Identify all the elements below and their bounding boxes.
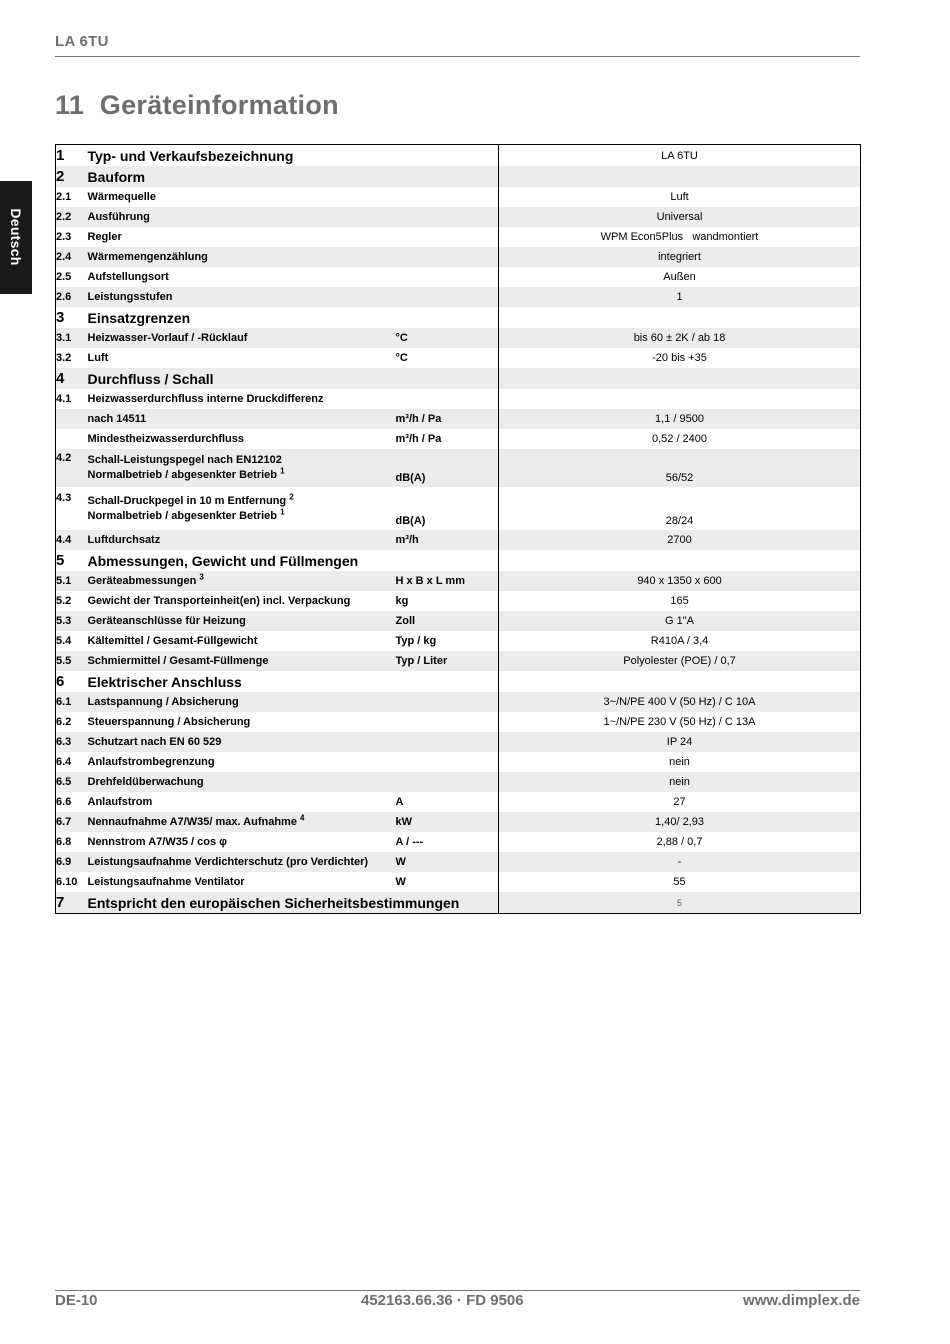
row-unit — [396, 267, 499, 287]
row-label: Durchfluss / Schall — [88, 368, 499, 389]
footnote-marker: 1 — [280, 466, 285, 476]
row-number: 2.5 — [56, 271, 72, 283]
row-value: bis 60 ± 2K / ab 18 — [499, 328, 861, 348]
row-label-line: Schall-Leistungspegel nach EN12102 — [87, 454, 282, 466]
row-unit: W — [396, 852, 499, 872]
row-label: Gewicht der Transporteinheit(en) incl. Verpackung — [87, 595, 351, 607]
table-row — [56, 409, 861, 429]
table-row — [56, 812, 861, 832]
row-unit — [396, 287, 499, 307]
row-unit — [396, 752, 499, 772]
row-unit — [396, 772, 499, 792]
row-number: 2.4 — [56, 247, 88, 267]
row-unit — [396, 207, 499, 227]
row-number: 7 — [56, 892, 88, 914]
table-row — [56, 712, 861, 732]
row-unit: m³/h / Pa — [396, 409, 499, 429]
row-value — [499, 389, 861, 409]
row-value — [499, 550, 861, 571]
row-number: 1 — [56, 147, 65, 164]
table-row — [56, 892, 861, 914]
row-number: 3 — [56, 309, 65, 326]
website-url: www.dimplex.de — [743, 1292, 860, 1309]
row-label: Wärmemengenzählung — [88, 247, 396, 267]
row-unit: Zoll — [396, 611, 499, 631]
row-value: Polyolester (POE) / 0,7 — [499, 651, 861, 671]
row-number: 3.1 — [56, 328, 88, 348]
row-label-line — [87, 491, 396, 509]
row-label: Typ- und Verkaufsbezeichnung — [87, 147, 294, 164]
row-value: 1,1 / 9500 — [499, 409, 861, 429]
row-value: nein — [499, 772, 861, 792]
row-value: LA 6TU — [499, 145, 861, 167]
row-unit — [396, 692, 499, 712]
row-label: Wärmequelle — [87, 191, 156, 203]
row-value: 1,40/ 2,93 — [499, 812, 861, 832]
row-label: Anlaufstrombegrenzung — [87, 756, 215, 768]
row-value: IP 24 — [499, 732, 861, 752]
table-row — [56, 247, 861, 267]
row-unit: kW — [396, 812, 499, 832]
row-unit: Typ / kg — [395, 635, 437, 647]
row-number — [56, 429, 88, 449]
row-number: 5.4 — [56, 635, 72, 647]
row-value: WPM Econ5Plus wandmontiert — [499, 227, 861, 247]
row-number: 5.5 — [56, 651, 88, 671]
row-unit: m³/h / Pa — [395, 433, 442, 445]
chapter-number: 11 — [55, 90, 85, 120]
row-label: Regler — [87, 231, 122, 243]
row-value: 2,88 / 0,7 — [499, 832, 861, 852]
row-value: 1~/N/PE 230 V (50 Hz) / C 13A — [499, 712, 861, 732]
row-unit: Typ / Liter — [396, 651, 499, 671]
table-row — [56, 671, 861, 692]
row-value: G 1"A — [499, 611, 861, 631]
row-number: 5 — [56, 552, 65, 569]
row-label: Abmessungen, Gewicht und Füllmengen — [87, 552, 359, 569]
row-label: Ausführung — [88, 207, 396, 227]
row-value: integriert — [499, 247, 861, 267]
row-unit: H x B x L mm — [396, 571, 499, 591]
footer-divider — [55, 1290, 860, 1291]
row-number: 6.3 — [56, 732, 88, 752]
row-label: Schutzart nach EN 60 529 — [88, 732, 396, 752]
table-row — [56, 732, 861, 752]
language-side-tab-label: Deutsch — [8, 208, 24, 266]
row-value: 3~/N/PE 400 V (50 Hz) / C 10A — [499, 692, 861, 712]
table-row — [56, 651, 861, 671]
row-unit: A / --- — [395, 836, 424, 848]
row-label — [88, 449, 396, 487]
table-row — [56, 348, 861, 368]
row-number: 5.1 — [56, 571, 88, 591]
row-unit: m³/h — [396, 530, 499, 550]
row-label — [88, 571, 396, 591]
header-divider — [55, 56, 860, 57]
row-value: 165 — [499, 591, 861, 611]
row-number: 4.4 — [56, 530, 88, 550]
row-value-text: 5 — [677, 897, 683, 908]
row-number: 6 — [56, 673, 65, 690]
table-row — [56, 307, 861, 328]
row-label: Kältemittel / Gesamt-Füllgewicht — [87, 635, 258, 647]
row-label — [88, 487, 396, 530]
table-row — [56, 267, 861, 287]
row-number: 6.5 — [56, 772, 88, 792]
row-label: Nennstrom A7/W35 / cos φ — [87, 836, 227, 848]
row-value: 28/24 — [499, 487, 861, 530]
row-label: Heizwasser-Vorlauf / -Rücklauf — [88, 328, 396, 348]
table-row — [56, 530, 861, 550]
row-label-text: Normalbetrieb / abgesenkter Betrieb — [87, 469, 278, 481]
table-row — [56, 328, 861, 348]
table-row — [56, 166, 861, 187]
row-unit: A — [395, 796, 404, 808]
row-value: - — [499, 852, 861, 872]
row-unit — [396, 187, 499, 207]
row-value: 2700 — [499, 530, 861, 550]
row-number: 4 — [56, 368, 88, 389]
row-label: Lastspannung / Absicherung — [88, 692, 396, 712]
page-number: DE-10 — [55, 1292, 98, 1309]
table-row — [56, 389, 861, 409]
row-label: Anlaufstrom — [87, 796, 153, 808]
row-number: 2 — [56, 166, 88, 187]
row-number: 6.2 — [56, 716, 72, 728]
table-row — [56, 872, 861, 892]
table-row — [56, 571, 861, 591]
row-label: Aufstellungsort — [87, 271, 169, 283]
row-label: Schmiermittel / Gesamt-Füllmenge — [88, 651, 396, 671]
row-unit — [396, 732, 499, 752]
row-number: 6.4 — [56, 756, 72, 768]
table-row — [56, 550, 861, 571]
table-row — [56, 227, 861, 247]
row-value — [499, 368, 861, 389]
row-unit: dB(A) — [396, 449, 499, 487]
table-row — [56, 792, 861, 812]
row-value — [499, 892, 861, 914]
row-value: 27 — [499, 792, 861, 812]
row-label: Heizwasserdurchfluss interne Druckdifferenz — [87, 393, 324, 405]
table-row — [56, 611, 861, 631]
row-label-text: Nennaufnahme A7/W35/ max. Aufnahme — [87, 816, 297, 828]
chapter-heading — [55, 90, 339, 121]
table-row — [56, 187, 861, 207]
row-number: 2.1 — [56, 191, 72, 203]
row-label-text: Schall-Druckpegel in 10 m Entfernung — [87, 494, 287, 507]
table-row — [56, 487, 861, 530]
row-number: 3.2 — [56, 352, 72, 364]
row-label-text: Normalbetrieb / abgesenkter Betrieb — [87, 509, 278, 522]
row-label: Drehfeldüberwachung — [88, 772, 396, 792]
row-number — [56, 409, 88, 429]
row-number: 4.3 — [56, 492, 72, 504]
table-row — [56, 429, 861, 449]
row-label — [88, 812, 396, 832]
row-unit — [396, 227, 499, 247]
row-label: Luftdurchsatz — [88, 530, 396, 550]
row-value: nein — [499, 752, 861, 772]
row-label: Leistungsstufen — [88, 287, 396, 307]
row-label: Entspricht den europäischen Sicherheitsbestimmungen — [88, 892, 499, 914]
row-value: -20 bis +35 — [499, 348, 861, 368]
row-value — [499, 671, 861, 692]
table-row — [56, 287, 861, 307]
row-value: 940 x 1350 x 600 — [499, 571, 861, 591]
row-value: 0,52 / 2400 — [499, 429, 861, 449]
row-value — [499, 166, 861, 187]
row-label: Leistungsaufnahme Ventilator — [87, 876, 245, 888]
footnote-marker: 3 — [199, 572, 204, 582]
row-value: 1 — [499, 287, 861, 307]
row-number: 2.6 — [56, 287, 88, 307]
row-number: 6.8 — [56, 836, 72, 848]
table-row — [56, 449, 861, 487]
row-value: 55 — [499, 872, 861, 892]
row-unit: dB(A) — [395, 515, 426, 527]
row-unit — [396, 247, 499, 267]
table-row — [56, 591, 861, 611]
row-label: nach 14511 — [88, 409, 396, 429]
row-label-line — [88, 468, 396, 483]
row-value: R410A / 3,4 — [499, 631, 861, 651]
table-row — [56, 852, 861, 872]
row-number: 6.6 — [56, 796, 72, 808]
row-number: 4.2 — [56, 449, 88, 487]
row-unit: W — [395, 876, 406, 888]
row-label: Bauform — [88, 166, 499, 187]
table-row — [56, 692, 861, 712]
row-label: Einsatzgrenzen — [87, 309, 191, 326]
document-number: 452163.66.36 · FD 9506 — [361, 1292, 524, 1309]
row-unit: °C — [396, 328, 499, 348]
row-value: Außen — [499, 267, 861, 287]
row-label-line — [87, 506, 396, 524]
row-label: Leistungsaufnahme Verdichterschutz (pro Verdichter) — [88, 852, 396, 872]
row-number: 2.2 — [56, 207, 88, 227]
footnote-marker: 4 — [300, 813, 305, 823]
row-number: 6.1 — [56, 692, 88, 712]
row-number: 5.3 — [56, 611, 88, 631]
table-row — [56, 207, 861, 227]
footnote-marker: 2 — [289, 491, 294, 501]
row-unit — [396, 712, 499, 732]
row-number: 5.2 — [56, 595, 72, 607]
row-label: Geräteanschlüsse für Heizung — [88, 611, 396, 631]
row-value: Universal — [499, 207, 861, 227]
table-row — [56, 832, 861, 852]
table-row — [56, 752, 861, 772]
row-value: 56/52 — [499, 449, 861, 487]
row-value — [499, 307, 861, 328]
table-row — [56, 631, 861, 651]
row-label: Luft — [87, 352, 109, 364]
row-unit: kg — [395, 595, 409, 607]
table-row — [56, 368, 861, 389]
row-unit: °C — [395, 352, 408, 364]
table-row — [56, 145, 861, 167]
row-number: 6.10 — [56, 876, 78, 888]
table-row — [56, 772, 861, 792]
header-title: LA 6TU — [55, 33, 109, 50]
footnote-marker: 1 — [280, 506, 285, 516]
row-value: Luft — [499, 187, 861, 207]
row-label: Steuerspannung / Absicherung — [87, 716, 251, 728]
row-label-text: Geräteabmessungen — [87, 575, 197, 587]
row-number: 6.9 — [56, 852, 88, 872]
language-side-tab — [0, 181, 32, 294]
row-label: Mindestheizwasserdurchfluss — [87, 433, 244, 445]
device-information-table — [55, 144, 861, 914]
chapter-title: Geräteinformation — [99, 90, 339, 120]
row-number: 2.3 — [56, 231, 72, 243]
row-number: 4.1 — [56, 393, 72, 405]
row-label: Elektrischer Anschluss — [87, 673, 242, 690]
row-number: 6.7 — [56, 812, 88, 832]
